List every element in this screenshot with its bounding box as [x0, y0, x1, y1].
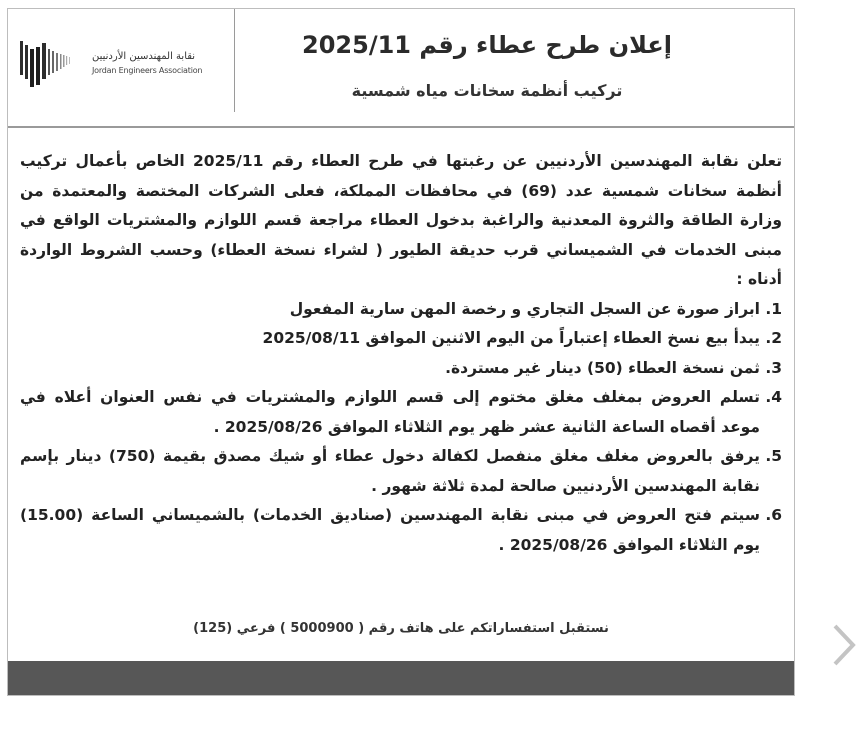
association-name-en: Jordan Engineers Association [92, 66, 203, 75]
association-name-ar: نقابة المهندسين الأردنيين [92, 51, 196, 62]
condition-item: 3. ثمن نسخة العطاء (50) دينار غير مستردة. [20, 354, 760, 384]
announcement-subtitle: تركيب أنظمة سخانات مياه شمسية [351, 81, 623, 100]
conditions-list [20, 295, 782, 561]
condition-item: 5. يرفق بالعروض مغلف مغلق منفصل لكفالة دخول عطاء أو شيك مصدق بقيمة (750) دينار بإسم نقابة المهندسين الأردنيين صالحة لمدة ثلاثة شهور . [20, 442, 760, 501]
condition-item: 2. يبدأ بيع نسخ العطاء إعتباراً من اليوم الاثنين الموافق 2025/08/11 [20, 324, 760, 354]
jea-logo-icon [20, 37, 82, 89]
condition-item: 4. تسلم العروض بمغلف مغلق مختوم إلى قسم اللوازم والمشتريات في نفس العنوان أعلاه في موعد أقصاه الساعة الثانية عشر ظهر يوم الثلاثاء الموافق 2025/08/26 . [20, 383, 760, 442]
footer-bar [8, 661, 794, 695]
announcement-header [8, 9, 794, 126]
tender-announcement [7, 8, 795, 696]
condition-item: 1. ابراز صورة عن السجل التجاري و رخصة المهن سارية المفعول [20, 295, 760, 325]
announcement-title: إعلان طرح عطاء رقم 2025/11 [302, 31, 672, 59]
condition-item: 6. سيتم فتح العروض في مبنى نقابة المهندسين (صناديق الخدمات) بالشميساني الساعة (15.00) يوم الثلاثاء الموافق 2025/08/26 . [20, 501, 760, 560]
association-logo [8, 9, 235, 112]
announcement-body [20, 147, 782, 560]
header-divider [8, 126, 794, 128]
chevron-right-icon[interactable] [829, 622, 857, 668]
intro-paragraph: تعلن نقابة المهندسين الأردنيين عن رغبتها في طرح العطاء رقم 2025/11 الخاص بأعمال تركيب أنظمة سخانات شمسية عدد (69) في محافظات المملكة، فعلى الشركات المختصة والمعتمدة من وزارة الطاقة والثروة المعدنية والراغبة بدخول العطاء مراجعة قسم اللوازم والمشتريات الواقع في مبنى الخدمات في الشميساني قرب حديقة الطيور ( لشراء نسخة العطاء) وحسب الشروط الواردة أدناه : [20, 152, 783, 288]
contact-line: نستقبل استفساراتكم على هاتف رقم ( 5000900 ) فرعي (125) [193, 621, 609, 636]
